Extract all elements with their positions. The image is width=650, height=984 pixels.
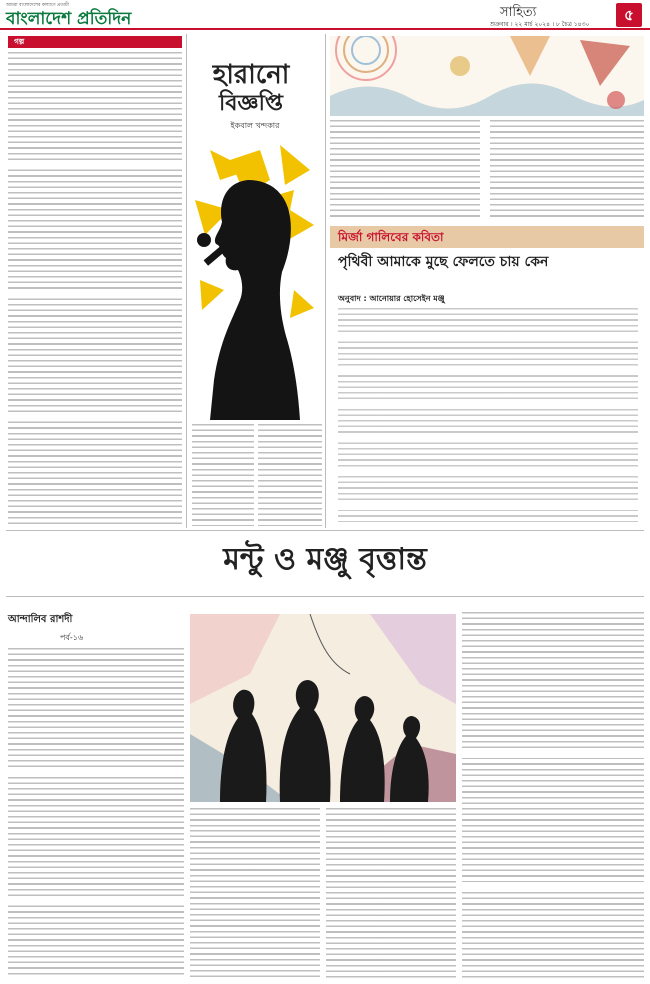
golpo-tag: গল্প (8, 36, 182, 48)
article-body-text (490, 120, 644, 220)
serial-body-text (462, 612, 644, 978)
poem-title: পৃথিবী আমাকে মুছে ফেলতে চায় কেন (338, 254, 549, 270)
section-divider (6, 530, 644, 531)
serial-part: পর্ব-১৬ (60, 633, 84, 642)
page-number: ৫ (616, 3, 642, 27)
section-title: সাহিত্য (500, 5, 537, 20)
story-body-text (192, 424, 254, 526)
story-illustration (190, 140, 316, 420)
serial-body-text (190, 830, 320, 978)
poem-heading: মির্জা গালিবের কবিতা (330, 226, 644, 248)
column-rule (325, 34, 326, 528)
serial-author: আন্দালিব রাশদী (8, 614, 73, 625)
masthead-brand: বাংলাদেশ প্রতিদিন (6, 9, 132, 29)
masthead-tagline: আমরা বাংলাদেশের কল্যাণে প্রত্যয়ী (6, 3, 69, 8)
story-body-text (258, 424, 322, 526)
page-header (0, 0, 650, 30)
column-rule (186, 34, 187, 528)
illustration-caption (190, 808, 320, 828)
article-body-text (330, 120, 480, 220)
serial-illustration (190, 614, 456, 802)
golpo-body-text (8, 52, 182, 526)
issue-date: শুক্রবার । ২২ মার্চ ২০২৪ । ৮ চৈত্র ১৪৩০ (490, 21, 590, 28)
poem-banner-art (330, 36, 644, 116)
poem-verses (338, 308, 638, 522)
masthead (6, 2, 176, 28)
story-title-line2: বিজ্ঞপ্তি (219, 90, 283, 116)
poem-credit: অনুবাদ : আনোয়ার হোসেইন মঞ্জু (338, 294, 445, 303)
section-divider (6, 596, 644, 597)
story-byline: ইকবাল খন্দকার (230, 121, 280, 130)
serial-body-text (326, 808, 456, 978)
story-title (192, 60, 310, 116)
serial-body-text (8, 648, 184, 978)
story-title-line1: হারানো (212, 60, 290, 90)
serial-title: মন্টু ও মঞ্জু বৃত্তান্ত (223, 542, 427, 577)
